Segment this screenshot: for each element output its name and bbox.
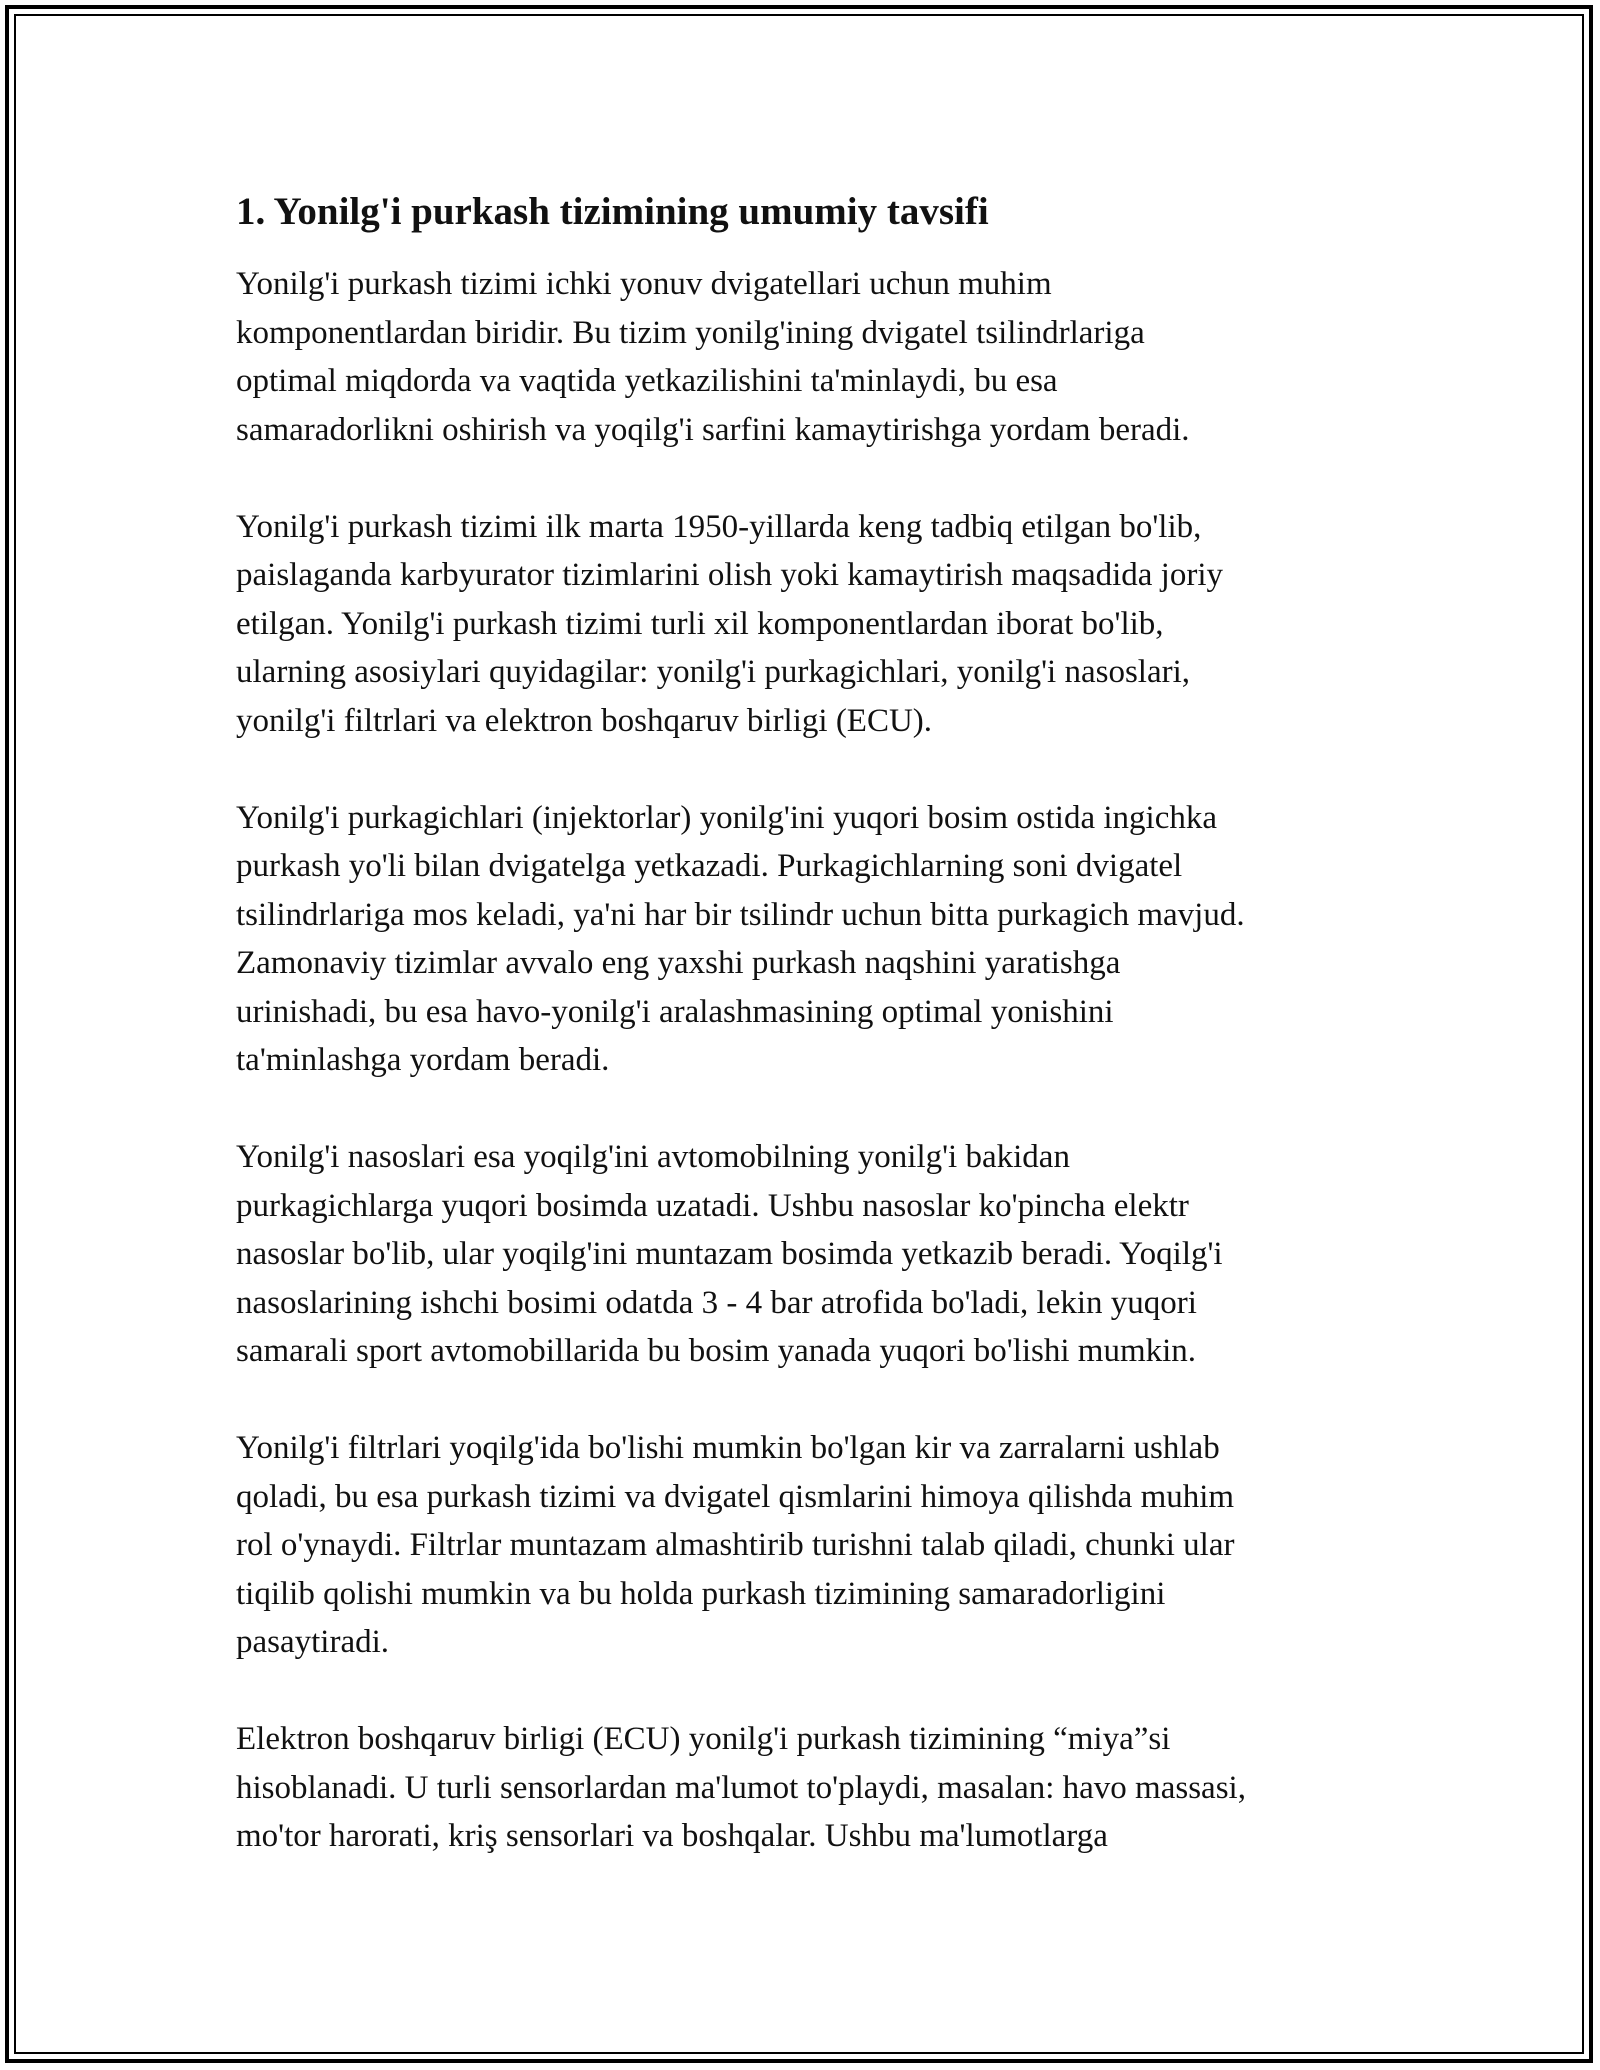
- paragraph-line: optimal miqdorda va vaqtida yetkazilishini ta'minlaydi, bu esa: [236, 363, 1058, 399]
- paragraph-line: Yonilg'i nasoslari esa yoqilg'ini avtomobilning yonilg'i bakidan: [236, 1139, 1070, 1175]
- paragraph-line: mo'tor harorati, kriş sensorlari va boshqalar. Ushbu ma'lumotlarga: [236, 1818, 1108, 1854]
- paragraph: [236, 260, 1366, 454]
- paragraph-line: komponentlardan biridir. Bu tizim yonilg'ining dvigatel tsilindrlariga: [236, 314, 1145, 351]
- paragraph-line: hisoblanadi. U turli sensorlardan ma'lumot to'playdi, masalan: havo massasi,: [236, 1769, 1246, 1806]
- paragraph-line: paislaganda karbyurator tizimlarini olish yoki kamaytirish maqsadida joriy: [236, 557, 1224, 593]
- paragraph-line: purkash yo'li bilan dvigatelga yetkazadi. Purkagichlarning soni dvigatel: [236, 848, 1183, 884]
- paragraph-line: samarali sport avtomobillarida bu bosim yanada yuqori bo'lishi mumkin.: [236, 1333, 1197, 1369]
- section-heading: 1. Yonilg'i purkash tizimining umumiy tavsifi: [236, 190, 989, 233]
- paragraph-line: Elektron boshqaruv birligi (ECU) yonilg'i purkash tizimining “miya”si: [236, 1721, 1171, 1757]
- document-body: [236, 186, 1366, 1909]
- paragraph-line: tiqilib qolishi mumkin va bu holda purkash tizimining samaradorligini: [236, 1575, 1166, 1612]
- paragraph-line: ta'minlashga yordam beradi.: [236, 1042, 610, 1078]
- paragraph-line: Zamonaviy tizimlar avvalo eng yaxshi purkash naqshini yaratishga: [236, 945, 1121, 981]
- paragraph-line: purkagichlarga yuqori bosimda uzatadi. Ushbu nasoslar ko'pincha elektr: [236, 1187, 1189, 1224]
- paragraph-container: [236, 260, 1366, 1861]
- paragraph-line: Yonilg'i purkash tizimi ilk marta 1950-yillarda keng tadbiq etilgan bo'lib,: [236, 508, 1202, 545]
- paragraph: [236, 503, 1366, 746]
- paragraph: [236, 1133, 1366, 1376]
- paragraph: [236, 794, 1366, 1085]
- paragraph-line: urinishadi, bu esa havo-yonilg'i aralashmasining optimal yonishini: [236, 993, 1114, 1030]
- paragraph-line: Yonilg'i purkagichlari (injektorlar) yonilg'ini yuqori bosim ostida ingichka: [236, 799, 1217, 836]
- paragraph-line: nasoslar bo'lib, ular yoqilg'ini muntazam bosimda yetkazib beradi. Yoqilg'i: [236, 1236, 1223, 1272]
- paragraph-line: qoladi, bu esa purkash tizimi va dvigatel qismlarini himoya qilishda muhim: [236, 1478, 1235, 1515]
- paragraph-line: Yonilg'i purkash tizimi ichki yonuv dvigatellari uchun muhim: [236, 266, 1052, 302]
- paragraph-line: rol o'ynaydi. Filtrlar muntazam almashtirib turishni talab qiladi, chunki ular: [236, 1527, 1235, 1563]
- paragraph-line: samaradorlikni oshirish va yoqilg'i sarfini kamaytirishga yordam beradi.: [236, 411, 1190, 448]
- paragraph-line: nasoslarining ishchi bosimi odatda 3 - 4 bar atrofida bo'ladi, lekin yuqori: [236, 1284, 1197, 1321]
- paragraph-line: yonilg'i filtrlari va elektron boshqaruv birligi (ECU).: [236, 702, 933, 739]
- paragraph-line: ularning asosiylari quyidagilar: yonilg'i purkagichlari, yonilg'i nasoslari,: [236, 654, 1191, 690]
- paragraph-line: pasaytiradi.: [236, 1624, 390, 1660]
- paragraph: [236, 1424, 1366, 1667]
- paragraph-line: tsilindrlariga mos keladi, ya'ni har bir tsilindr uchun bitta purkagich mavjud.: [236, 896, 1245, 933]
- paragraph-line: Yonilg'i filtrlari yoqilg'ida bo'lishi mumkin bo'lgan kir va zarralarni ushlab: [236, 1430, 1220, 1466]
- paragraph: [236, 1715, 1366, 1861]
- paragraph-line: etilgan. Yonilg'i purkash tizimi turli xil komponentlardan iborat bo'lib,: [236, 605, 1164, 642]
